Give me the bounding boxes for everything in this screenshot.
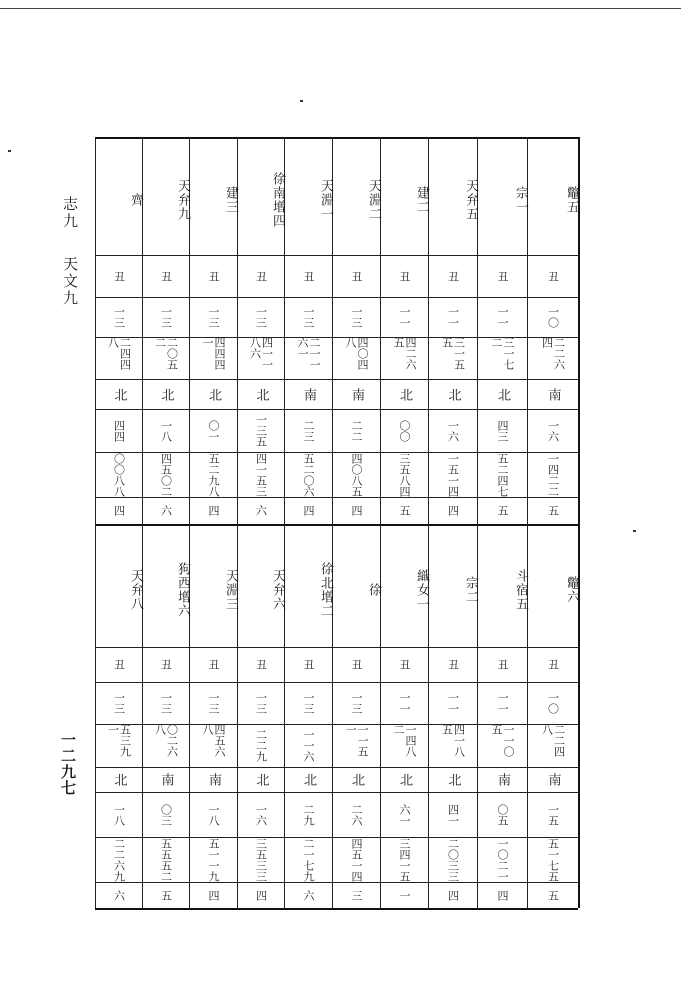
volume-label: 志九 bbox=[61, 196, 79, 230]
value-cell: 南 bbox=[206, 773, 221, 786]
value-cell: 北 bbox=[495, 387, 510, 401]
value-cell: 一四八二 bbox=[392, 724, 417, 757]
value-cell: 三一七二 bbox=[490, 337, 515, 370]
star-name-cell: 徐北增二 bbox=[318, 561, 333, 618]
value-cell: 一一 bbox=[398, 306, 411, 328]
value-cell: 二一一六一 bbox=[296, 337, 321, 370]
value-cell: 一〇 bbox=[546, 692, 560, 714]
value-cell: 四 bbox=[446, 889, 460, 901]
value-cell: 北 bbox=[445, 387, 461, 401]
value-cell: 五 bbox=[496, 505, 509, 516]
value-cell: 四三 bbox=[496, 419, 509, 442]
value-cell: 一三 bbox=[112, 692, 126, 714]
value-cell: 丑 bbox=[112, 270, 126, 282]
value-cell: 五二九八 bbox=[207, 452, 220, 497]
star-name-cell: 建二 bbox=[414, 186, 429, 214]
value-cell: 五二四七 bbox=[496, 452, 509, 497]
value-cell: 四 bbox=[207, 505, 220, 516]
value-cell: 四一五三 bbox=[254, 452, 268, 497]
star-name-cell: 天弁八 bbox=[128, 568, 143, 611]
value-cell: 北 bbox=[349, 773, 364, 786]
value-cell: 丑 bbox=[446, 270, 460, 282]
value-cell: 一〇 bbox=[546, 306, 560, 328]
value-cell: 一一 bbox=[398, 692, 411, 714]
star-name-cell: 天弁六 bbox=[270, 568, 285, 611]
value-cell: 六一 bbox=[398, 803, 411, 826]
value-cell: 四 bbox=[112, 505, 126, 516]
value-cell: 一三 bbox=[302, 306, 315, 328]
value-cell: 丑 bbox=[350, 270, 363, 282]
value-cell: 六 bbox=[302, 889, 315, 901]
value-cell: 二二九 bbox=[254, 729, 268, 762]
value-cell: 丑 bbox=[398, 659, 411, 670]
value-cell: 二六 bbox=[350, 803, 363, 826]
value-cell: 二〇三三 bbox=[446, 837, 460, 882]
value-cell: 一六 bbox=[254, 803, 268, 826]
value-cell: 〇二六八 bbox=[153, 724, 179, 757]
value-cell: 四五一四 bbox=[350, 837, 363, 882]
value-cell: 二三 bbox=[302, 419, 315, 442]
value-cell: 四 bbox=[496, 889, 509, 901]
value-cell: 一一五一 bbox=[344, 724, 369, 757]
value-cell: 一三 bbox=[254, 306, 268, 328]
star-name-cell: 徐南增四 bbox=[270, 172, 285, 228]
value-cell: 北 bbox=[158, 387, 174, 401]
value-cell: 一六 bbox=[446, 419, 460, 442]
value-cell: 二九 bbox=[302, 803, 315, 826]
value-cell: 〇〇八八 bbox=[112, 452, 126, 497]
scan-speck bbox=[8, 150, 11, 152]
value-cell: 一五 bbox=[546, 803, 560, 826]
value-cell: 南 bbox=[349, 387, 364, 401]
value-cell: 〇三 bbox=[159, 803, 173, 826]
value-cell: 一六 bbox=[546, 419, 560, 442]
section-label: 天文九 bbox=[61, 256, 79, 307]
value-cell: 二一七九 bbox=[302, 837, 315, 882]
value-cell: 六 bbox=[112, 889, 126, 901]
value-cell: 丑 bbox=[159, 270, 173, 282]
value-cell: 北 bbox=[397, 387, 412, 401]
value-cell: 五五五二 bbox=[159, 837, 173, 882]
value-cell: 一 bbox=[398, 889, 411, 901]
value-cell: 北 bbox=[301, 773, 316, 786]
value-cell: 一三五 bbox=[254, 414, 268, 447]
star-name-cell: 鼈六 bbox=[564, 575, 579, 604]
value-cell: 一八 bbox=[207, 803, 220, 826]
star-name-cell: 天淵三 bbox=[223, 568, 238, 611]
value-cell: 南 bbox=[545, 387, 561, 401]
row-rule bbox=[95, 908, 578, 910]
value-cell: 三五三三 bbox=[254, 837, 268, 882]
value-cell: 北 bbox=[253, 773, 269, 786]
value-cell: 丑 bbox=[496, 659, 509, 670]
value-cell: 〇五 bbox=[496, 803, 509, 826]
value-cell: 丑 bbox=[446, 659, 460, 670]
value-cell: 一三 bbox=[159, 692, 173, 714]
value-cell: 五一一九 bbox=[207, 837, 220, 882]
value-cell: 一一 bbox=[496, 306, 509, 328]
star-name-cell: 天淵一 bbox=[318, 179, 333, 221]
star-catalog-table bbox=[95, 137, 578, 908]
value-cell: 五 bbox=[546, 889, 560, 901]
star-name-cell: 織女一 bbox=[414, 568, 429, 611]
star-name-cell: 齊 bbox=[128, 193, 143, 207]
value-cell: 四五〇二 bbox=[159, 452, 173, 497]
star-name-cell: 建三 bbox=[223, 186, 238, 214]
value-cell: 四 bbox=[302, 505, 315, 516]
star-name-cell: 天弁五 bbox=[463, 179, 478, 221]
value-cell: 五 bbox=[398, 505, 411, 516]
value-cell: 丑 bbox=[350, 659, 363, 670]
value-cell: 四 bbox=[207, 889, 220, 901]
value-cell: 〇一 bbox=[207, 419, 220, 442]
value-cell: 丑 bbox=[398, 270, 411, 282]
value-cell: 丑 bbox=[159, 659, 173, 670]
value-cell: 北 bbox=[445, 773, 461, 786]
value-cell: 四〇四八 bbox=[344, 337, 369, 370]
value-cell: 北 bbox=[111, 387, 127, 401]
value-cell: 三一五五 bbox=[440, 337, 466, 370]
star-name-cell: 天淵二 bbox=[366, 179, 381, 221]
value-cell: 丑 bbox=[254, 659, 268, 670]
value-cell: 五二〇六 bbox=[302, 452, 315, 497]
value-cell: 四四四一 bbox=[201, 337, 226, 370]
value-cell: 四四 bbox=[112, 419, 126, 442]
star-name-cell: 狗西增六 bbox=[175, 561, 190, 618]
value-cell: 四一 bbox=[446, 803, 460, 826]
value-cell: 三四一五 bbox=[398, 837, 411, 882]
value-cell: 二二六四 bbox=[540, 337, 566, 370]
star-name-cell: 天弁九 bbox=[175, 179, 190, 221]
value-cell: 四二六五 bbox=[392, 337, 417, 370]
top-rule bbox=[0, 8, 681, 9]
value-cell: 丑 bbox=[546, 270, 560, 282]
value-cell: 四〇八五 bbox=[350, 452, 363, 497]
value-cell: 二〇五二 bbox=[153, 337, 179, 370]
star-name-cell: 宗一 bbox=[513, 186, 528, 214]
value-cell: 一〇二一 bbox=[496, 837, 509, 882]
value-cell: 一八 bbox=[159, 419, 173, 442]
value-cell: 一三 bbox=[159, 306, 173, 328]
value-cell: 丑 bbox=[496, 270, 509, 282]
value-cell: 一四二二 bbox=[546, 452, 560, 497]
value-cell: 北 bbox=[206, 387, 221, 401]
value-cell: 丑 bbox=[254, 270, 268, 282]
value-cell: 一一六 bbox=[302, 729, 315, 762]
value-cell: 五一七五 bbox=[546, 837, 560, 882]
value-cell: 四五六八 bbox=[201, 724, 226, 757]
value-cell: 丑 bbox=[207, 659, 220, 670]
value-cell: 二二六九 bbox=[112, 837, 126, 882]
star-name-cell: 鼈五 bbox=[564, 186, 579, 214]
value-cell: 四 bbox=[350, 505, 363, 516]
value-cell: 北 bbox=[253, 387, 269, 401]
value-cell: 南 bbox=[158, 773, 174, 786]
value-cell: 一三 bbox=[207, 306, 220, 328]
value-cell: 一三 bbox=[350, 692, 363, 714]
value-cell: 六 bbox=[254, 505, 268, 516]
value-cell: 四一八五 bbox=[440, 724, 466, 757]
value-cell: 四 bbox=[446, 505, 460, 516]
value-cell: 五 bbox=[546, 505, 560, 516]
value-cell: 北 bbox=[397, 773, 412, 786]
value-cell: 三五八四 bbox=[398, 452, 411, 497]
value-cell: 五三九一 bbox=[106, 724, 132, 757]
value-cell: 南 bbox=[301, 387, 316, 401]
value-cell: 南 bbox=[545, 773, 561, 786]
column-rule bbox=[578, 137, 580, 908]
star-name-cell: 宗二 bbox=[463, 575, 478, 604]
value-cell: 丑 bbox=[207, 270, 220, 282]
value-cell: 五 bbox=[159, 889, 173, 901]
value-cell: 二四四八 bbox=[106, 337, 132, 370]
value-cell: 丑 bbox=[112, 659, 126, 670]
value-cell: 一三 bbox=[302, 692, 315, 714]
page-number: 一二九七 bbox=[59, 732, 77, 796]
value-cell: 一一 bbox=[446, 692, 460, 714]
value-cell: 丑 bbox=[546, 659, 560, 670]
value-cell: 四 bbox=[254, 889, 268, 901]
value-cell: 二二 bbox=[350, 419, 363, 442]
value-cell: 六 bbox=[159, 505, 173, 516]
scan-speck bbox=[633, 530, 636, 532]
value-cell: 丑 bbox=[302, 270, 315, 282]
value-cell: 一五一四 bbox=[446, 452, 460, 497]
value-cell: 四一一八六 bbox=[248, 337, 274, 370]
value-cell: 一一 bbox=[496, 692, 509, 714]
value-cell: 二二四八 bbox=[540, 724, 566, 757]
value-cell: 一三 bbox=[350, 306, 363, 328]
value-cell: 一八 bbox=[112, 803, 126, 826]
value-cell: 一三 bbox=[254, 692, 268, 714]
value-cell: 一一〇五 bbox=[490, 724, 515, 757]
value-cell: 三 bbox=[350, 889, 363, 901]
value-cell: 〇〇 bbox=[398, 419, 411, 442]
value-cell: 南 bbox=[495, 773, 510, 786]
star-name-cell: 徐 bbox=[366, 582, 381, 597]
value-cell: 丑 bbox=[302, 659, 315, 670]
value-cell: 北 bbox=[111, 773, 127, 786]
star-name-cell: 斗宿五 bbox=[513, 568, 528, 611]
value-cell: 一三 bbox=[207, 692, 220, 714]
value-cell: 一三 bbox=[112, 306, 126, 328]
value-cell: 一一 bbox=[446, 306, 460, 328]
scan-speck bbox=[300, 100, 303, 102]
